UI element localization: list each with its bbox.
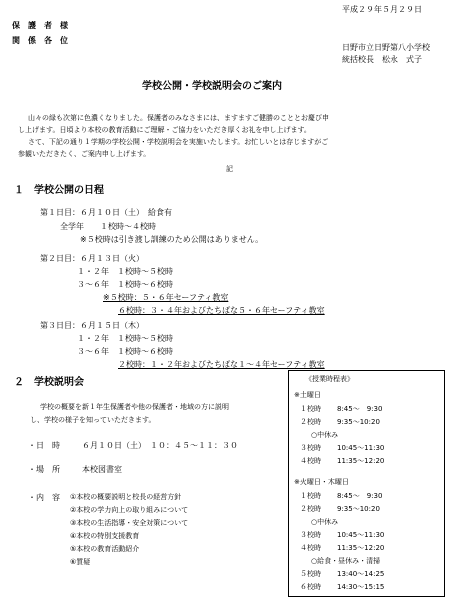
schedule-period: １校時 xyxy=(300,492,321,500)
day2-line1: １・２年 １校時～５校時 xyxy=(77,267,173,276)
section1-heading: １ 学校公開の日程 xyxy=(14,185,104,196)
recipient-related: 関 係 各 位 xyxy=(12,36,68,45)
schedule-time: 9:35～10:20 xyxy=(337,505,380,513)
saturday-label: ※土曜日 xyxy=(294,391,321,399)
schedule-break: ○中休み xyxy=(311,431,339,439)
ki-label: 記 xyxy=(226,165,233,173)
schedule-period: ６校時 xyxy=(300,583,321,591)
intro-line-1: 山々の緑も次第に色濃くなりました。保護者のみなさまには、ますますご健勝のこととお慶び申 xyxy=(28,114,329,122)
schedule-time: 8:45～ 9:30 xyxy=(337,492,383,500)
schedule-period: １校時 xyxy=(300,405,321,413)
place-value: 本校図書室 xyxy=(82,465,122,474)
schedule-time: 11:35～12:20 xyxy=(337,544,385,552)
schedule-break: ○中休み xyxy=(311,518,339,526)
schedule-period: ４校時 xyxy=(300,457,321,465)
schedule-time: 11:35～12:20 xyxy=(337,457,385,465)
schedule-period: ２校時 xyxy=(300,418,321,426)
place-label: ・場 所 xyxy=(28,465,60,474)
day2-date: 第２日目：６月１３日（火） xyxy=(40,254,144,263)
weekday-label: ※火曜日・木曜日 xyxy=(294,478,349,486)
schedule-time: 9:35～10:20 xyxy=(337,418,380,426)
schedule-time: 13:40～14:25 xyxy=(337,570,385,578)
document-date: 平成２９年５月２９日 xyxy=(342,5,422,14)
schedule-title: 《授業時程表》 xyxy=(305,375,354,383)
intro-line-3: さて、下記の通り１学期の学校公開・学校説明会を実施いたします。お忙しいとは存じますがご xyxy=(28,138,329,146)
schedule-time: 10:45～11:30 xyxy=(337,444,385,452)
datetime-label: ・日 時 xyxy=(28,441,60,450)
page-title: 学校公開・学校説明会のご案内 xyxy=(142,81,282,92)
schedule-period: ５校時 xyxy=(300,570,321,578)
school-name: 日野市立日野第八小学校 xyxy=(342,43,430,52)
schedule-time: 8:45～ 9:30 xyxy=(337,405,383,413)
recipient-guardians: 保 護 者 様 xyxy=(12,21,68,30)
schedule-period: ２校時 xyxy=(300,505,321,513)
day2-note2: ６校時：３・４年およびたちばな５・６年セーフティ教室 xyxy=(118,306,325,315)
content-item: ②本校の学力向上の取り組みについて xyxy=(70,506,189,514)
day3-line2: ３～６年 １校時～６校時 xyxy=(77,347,173,356)
day3-date: 第３日目：６月１５日（木） xyxy=(40,321,144,330)
schedule-break: ○給食・昼休み・清掃 xyxy=(311,557,381,565)
content-label: ・内 容 xyxy=(28,493,60,502)
day3-note: ２校時：１・２年およびたちばな１～４年セーフティ教室 xyxy=(118,360,325,369)
content-item: ③本校の生活指導・安全対策について xyxy=(70,519,189,527)
schedule-period: ４校時 xyxy=(300,544,321,552)
intro-line-2: し上げます。日頃より本校の教育活動にご理解・ご協力をいただき厚くお礼を申し上げます。 xyxy=(18,126,311,134)
section2-desc-2: し、学校の様子を知っていただきます。 xyxy=(30,416,156,424)
section2-desc-1: 学校の概要を新１年生保護者や他の保護者・地域の方に説明 xyxy=(40,403,229,411)
day3-line1: １・２年 １校時～５校時 xyxy=(77,334,173,343)
day2-line2: ３～６年 １校時～６校時 xyxy=(77,280,173,289)
datetime-value: ６月１０日（土） １０：４５～１１：３０ xyxy=(82,441,238,450)
day1-note: ※５校時は引き渡し訓練のため公開はありません。 xyxy=(80,235,264,244)
schedule-time: 14:30～15:15 xyxy=(337,583,385,591)
section2-heading: ２ 学校説明会 xyxy=(14,377,84,388)
schedule-period: ３校時 xyxy=(300,531,321,539)
content-item: ①本校の概要説明と校長の経営方針 xyxy=(70,493,182,501)
day1-line: 全学年 １校時～４校時 xyxy=(60,222,156,231)
schedule-time: 10:45～11:30 xyxy=(337,531,385,539)
schedule-period: ３校時 xyxy=(300,444,321,452)
day2-note1: ※５校時：５・６年セーフティ教室 xyxy=(103,293,229,302)
principal-name: 統括校長 松永 式子 xyxy=(342,55,422,64)
content-item: ④本校の特別支援教育 xyxy=(70,532,140,540)
content-item: ⑥質疑 xyxy=(70,558,91,566)
day1-date: 第１日目：６月１０日（土） 給食有 xyxy=(40,208,172,217)
content-item: ⑤本校の教育活動紹介 xyxy=(70,545,140,553)
intro-line-4: 参観いただきたく、ご案内申し上げます。 xyxy=(18,150,151,158)
